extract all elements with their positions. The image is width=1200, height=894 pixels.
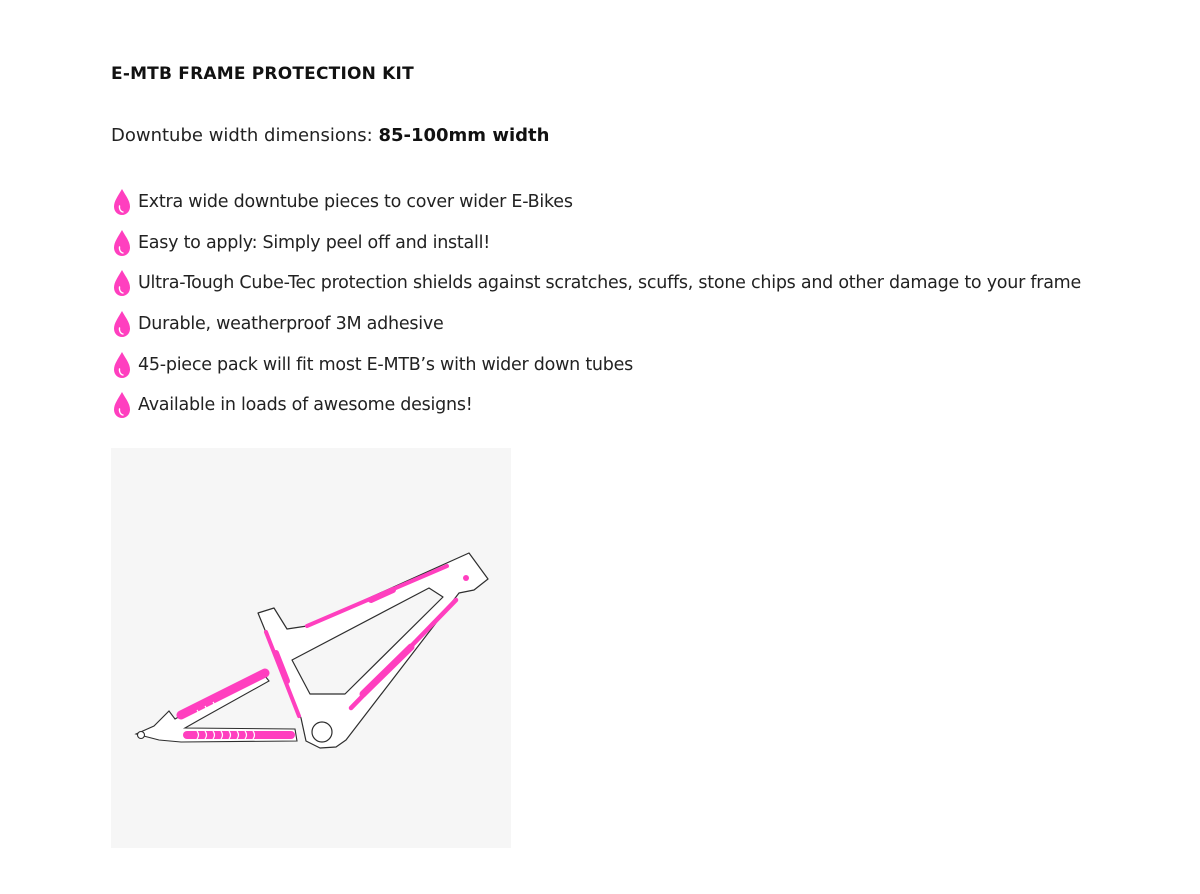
feature-item <box>111 263 1081 304</box>
pink-drop-icon <box>111 351 133 379</box>
product-title: E-MTB FRAME PROTECTION KIT <box>111 64 414 84</box>
pink-drop-icon <box>111 188 133 216</box>
main-frame <box>258 553 488 748</box>
frame-kit-image <box>111 448 511 848</box>
pink-drop-icon <box>111 310 133 338</box>
feature-item <box>111 304 1081 345</box>
feature-text: Ultra-Tough Cube-Tec protection shields against scratches, scuffs, stone chips and other damage to your frame <box>138 273 1082 294</box>
feature-item <box>111 344 1081 385</box>
dimensions-value: 85-100mm width <box>378 125 550 146</box>
feature-text: Available in loads of awesome designs! <box>138 395 473 416</box>
feature-item <box>111 385 1081 426</box>
feature-text: Durable, weatherproof 3M adhesive <box>138 314 444 335</box>
pink-drop-icon <box>111 229 133 257</box>
feature-item <box>111 223 1081 264</box>
dimensions-label: Downtube width dimensions: <box>111 125 373 146</box>
stay-protection-pieces <box>181 673 291 735</box>
feature-list <box>111 182 1081 426</box>
bike-frame-diagram <box>111 448 511 848</box>
feature-text: Extra wide downtube pieces to cover wider E-Bikes <box>138 192 573 213</box>
feature-text: 45-piece pack will fit most E-MTB’s with wider down tubes <box>138 354 634 375</box>
feature-text: Easy to apply: Simply peel off and install! <box>138 232 490 253</box>
pink-drop-icon <box>111 269 133 297</box>
pink-drop-icon <box>111 391 133 419</box>
feature-item <box>111 182 1081 223</box>
dimensions-line <box>111 125 549 146</box>
